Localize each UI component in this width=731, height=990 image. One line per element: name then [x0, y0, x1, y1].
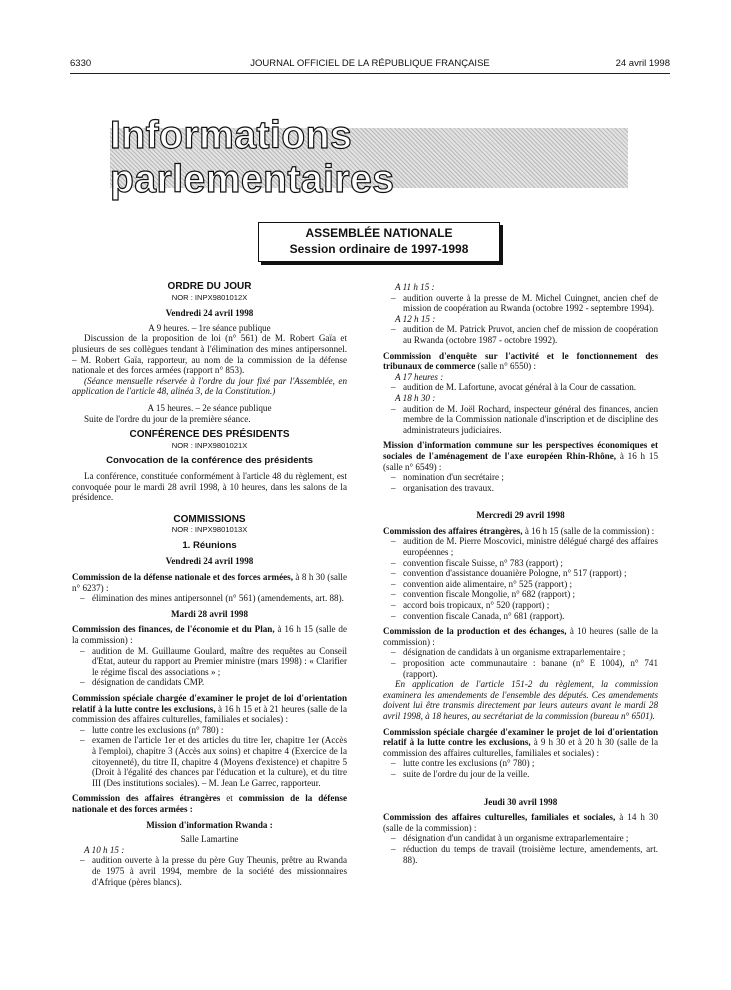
conference-nor: NOR : INPX9801021X: [171, 440, 248, 450]
list-item: – désignation de candidats à un organisme extraparlementaire ;: [403, 647, 658, 658]
section-banner: [110, 114, 628, 201]
list-item: – convention d'assistance douanière Pologne, n° 517 (rapport) ;: [403, 568, 658, 579]
mission-time: A 10 h 15 :: [84, 844, 125, 855]
list-item: – audition de M. Patrick Pruvot, ancien chef de mission de coopération au Rwanda (octobre 1987 - octobre 1992).: [403, 324, 658, 345]
time-12h15-items: [383, 324, 658, 345]
mission-rhin-rhone: Mission d'information commune sur les perspectives économiques et sociales de l'aménagement de l'axe européen Rhin-Rhône, à 16 h 15 (salle n° 6549) :: [383, 440, 658, 472]
commissions-title: COMMISSIONS: [173, 513, 246, 525]
date-vendredi-24: Vendredi 24 avril 1998: [165, 556, 254, 567]
ordre-paragraph-3: Suite de l'ordre du jour de la première séance.: [84, 413, 251, 424]
right-column: [383, 282, 658, 865]
ordre-date: Vendredi 24 avril 1998: [165, 308, 254, 319]
ordre-paragraph-1: Discussion de la proposition de loi (n° 561) de M. Robert Gaïa et plusieurs de ses collègues tendant à l'élimination des mines antipersonnel. – M. Robert Gaïa, rapporteur, au nom de la commission de la défense nationale et des forces armées (rapport n° 853).: [72, 333, 347, 376]
list-item: – audition ouverte à la presse du père Guy Theunis, prêtre au Rwanda de 1975 à avril 1994, membre de la société des missionnaires d'Afrique (pères blancs).: [92, 855, 347, 887]
commission-speciale: Commission spéciale chargée d'examiner le projet de loi d'orientation relatif à la lutte contre les exclusions, à 16 h 15 et à 21 heures (salle de la commission des affaires culturelles, familiales et sociales) :: [72, 693, 347, 725]
commission-etrangeres-defense: Commission des affaires étrangères et commission de la défense nationale et des forces armées :: [72, 793, 347, 814]
page-number: 6330: [70, 58, 92, 69]
ordre-paragraph-2: (Séance mensuelle réservée à l'ordre du jour fixé par l'Assemblée, en application de l'article 48, alinéa 3, de la Constitution.): [72, 375, 347, 397]
list-item: – élimination des mines antipersonnel (n° 561) (amendements, art. 88).: [92, 593, 347, 604]
ordre-nor: NOR : INPX9801012X: [171, 292, 248, 302]
list-item: – lutte contre les exclusions (n° 780) :: [92, 725, 347, 736]
commission-culturelles: Commission des affaires culturelles, familiales et sociales, à 14 h 30 (salle de la commission) :: [383, 812, 658, 833]
date-mardi-28: Mardi 28 avril 1998: [170, 608, 249, 619]
journal-title: JOURNAL OFFICIEL DE LA RÉPUBLIQUE FRANÇAISE: [250, 58, 490, 69]
list-item: – proposition acte communautaire : banane (n° E 1004), n° 741 (rapport).: [403, 658, 658, 679]
time-11h15-items: [383, 293, 658, 314]
list-item: – accord bois tropicaux, n° 520 (rapport) ;: [403, 600, 658, 611]
issue-date: 24 avril 1998: [615, 58, 670, 69]
reunions-heading: 1. Réunions: [182, 539, 237, 551]
commission-finances-items: [72, 646, 347, 688]
ordre-title: ORDRE DU JOUR: [167, 281, 252, 292]
assembly-box: [258, 222, 500, 262]
commission-speciale-items: [72, 725, 347, 789]
commissions-nor: NOR : INPX9801013X: [171, 525, 248, 535]
list-item: – convention fiscale Mongolie, n° 682 (rapport) ;: [403, 589, 658, 600]
list-item: – désignation de candidats CMP.: [92, 677, 347, 688]
commission-culturelles-items: [383, 833, 658, 865]
assembly-name: ASSEMBLÉE NATIONALE: [305, 226, 453, 240]
left-column: [72, 282, 347, 887]
list-item: – audition de M. Pierre Moscovici, ministre délégué chargé des affaires européennes ;: [403, 536, 658, 557]
date-jeudi-30: Jeudi 30 avril 1998: [483, 796, 558, 807]
time-17h: A 17 heures :: [395, 371, 444, 382]
session-name: Session ordinaire de 1997-1998: [289, 242, 469, 256]
commission-speciale-29: Commission spéciale chargée d'examiner le projet de loi d'orientation relatif à la lutte contre les exclusions, à 9 h 30 et à 20 h 30 (salle de la commission des affaires culturelles, familiales et sociales) :: [383, 726, 658, 758]
conference-paragraph: La conférence, constituée conformément à l'article 48 du règlement, est convoquée pour le mardi 28 avril 1998, à 10 heures, dans les salons de la présidence.: [72, 470, 347, 503]
list-item: – organisation des travaux.: [403, 483, 658, 494]
commission-speciale-29-items: [383, 758, 658, 779]
mission-room: Salle Lamartine: [180, 834, 239, 845]
commission-affaires-etrangeres-items: [383, 536, 658, 621]
list-item: – audition de M. Lafortune, avocat général à la Cour de cassation.: [403, 382, 658, 393]
header-rule: [70, 73, 670, 74]
commission-defense: Commission de la défense nationale et des forces armées, à 8 h 30 (salle n° 6237) :: [72, 572, 347, 593]
time-12h15: A 12 h 15 :: [395, 313, 436, 324]
list-item: – convention fiscale Suisse, n° 783 (rapport) ;: [403, 558, 658, 569]
commission-finances: Commission des finances, de l'économie et du Plan, à 16 h 15 (salle de la commission) :: [72, 624, 347, 646]
ordre-session-2: A 15 heures. – 2e séance publique: [147, 402, 272, 413]
time-18h30-items: [383, 404, 658, 436]
list-item: – nomination d'un secrétaire ;: [403, 472, 658, 483]
date-mercredi-29: Mercredi 29 avril 1998: [476, 510, 565, 521]
production-note: En application de l'article 151-2 du règlement, la commission examinera les amendements de l'ensemble des députés. Ces amendements doivent lui être transmis directement par leurs auteurs avant le mardi 28 avril 1998, à 18 heures, au secrétariat de la commission (bureau n° 6501).: [383, 679, 658, 721]
mission-rhin-rhone-items: [383, 472, 658, 493]
commission-enquete: Commission d'enquête sur l'activité et le fonctionnement des tribunaux de commerce (salle n° 6550) :: [383, 350, 658, 372]
mission-items: [72, 855, 347, 887]
list-item: – audition de M. Joël Rochard, inspecteur général des finances, ancien membre de la Commission nationale d'inscription et de discipline des administrateurs judiciaires.: [403, 404, 658, 436]
commission-production-items: [383, 647, 658, 679]
list-item: – désignation d'un candidat à un organisme extraparlementaire ;: [403, 833, 658, 844]
list-item: – audition ouverte à la presse de M. Michel Cuingnet, ancien chef de mission de coopération au Rwanda (octobre 1992 - septembre 1994).: [403, 293, 658, 314]
list-item: – convention aide alimentaire, n° 525 (rapport) ;: [403, 579, 658, 590]
banner-title: Informations parlementaires: [110, 114, 395, 201]
commission-production: Commission de la production et des échanges, à 10 heures (salle de la commission) :: [383, 626, 658, 647]
time-18h30: A 18 h 30 :: [395, 392, 436, 403]
list-item: – examen de l'article 1er et des articles du titre Ier, chapitre 1er (Accès à l'emploi), chapitre 3 (Accès aux soins) et chapitre 4 (Exercice de la citoyenneté), du titre II, chapitre 4 (Moyens d'existence) et chapitre 5 (Droit à l'égalité des chances par l'éducation et la culture), et du titre III (Des institutions sociales). – M. Jean Le Garrec, rapporteur.: [92, 735, 347, 788]
time-11h15: A 11 h 15 :: [395, 282, 435, 292]
conference-title: CONFÉRENCE DES PRÉSIDENTS: [129, 429, 290, 441]
conference-subtitle: Convocation de la conférence des présidents: [106, 455, 313, 467]
list-item: – audition de M. Guillaume Goulard, maître des requêtes au Conseil d'Etat, auteur du rapport au Premier ministre (mars 1998) : « Clarifier le régime fiscal des associations » ;: [92, 646, 347, 678]
ordre-session-1: A 9 heures. – 1re séance publique: [148, 322, 271, 333]
list-item: – réduction du temps de travail (troisième lecture, amendements, art. 88).: [403, 844, 658, 865]
list-item: – suite de l'ordre du jour de la veille.: [403, 769, 658, 780]
mission-rwanda-title: Mission d'information Rwanda :: [146, 819, 273, 830]
running-header: [70, 58, 670, 72]
commission-defense-items: [72, 593, 347, 604]
commission-affaires-etrangeres: Commission des affaires étrangères, à 16 h 15 (salle de la commission) :: [383, 525, 655, 536]
time-17h-items: [383, 382, 658, 393]
list-item: – lutte contre les exclusions (n° 780) ;: [403, 758, 658, 769]
list-item: – convention fiscale Canada, n° 681 (rapport).: [403, 611, 658, 622]
